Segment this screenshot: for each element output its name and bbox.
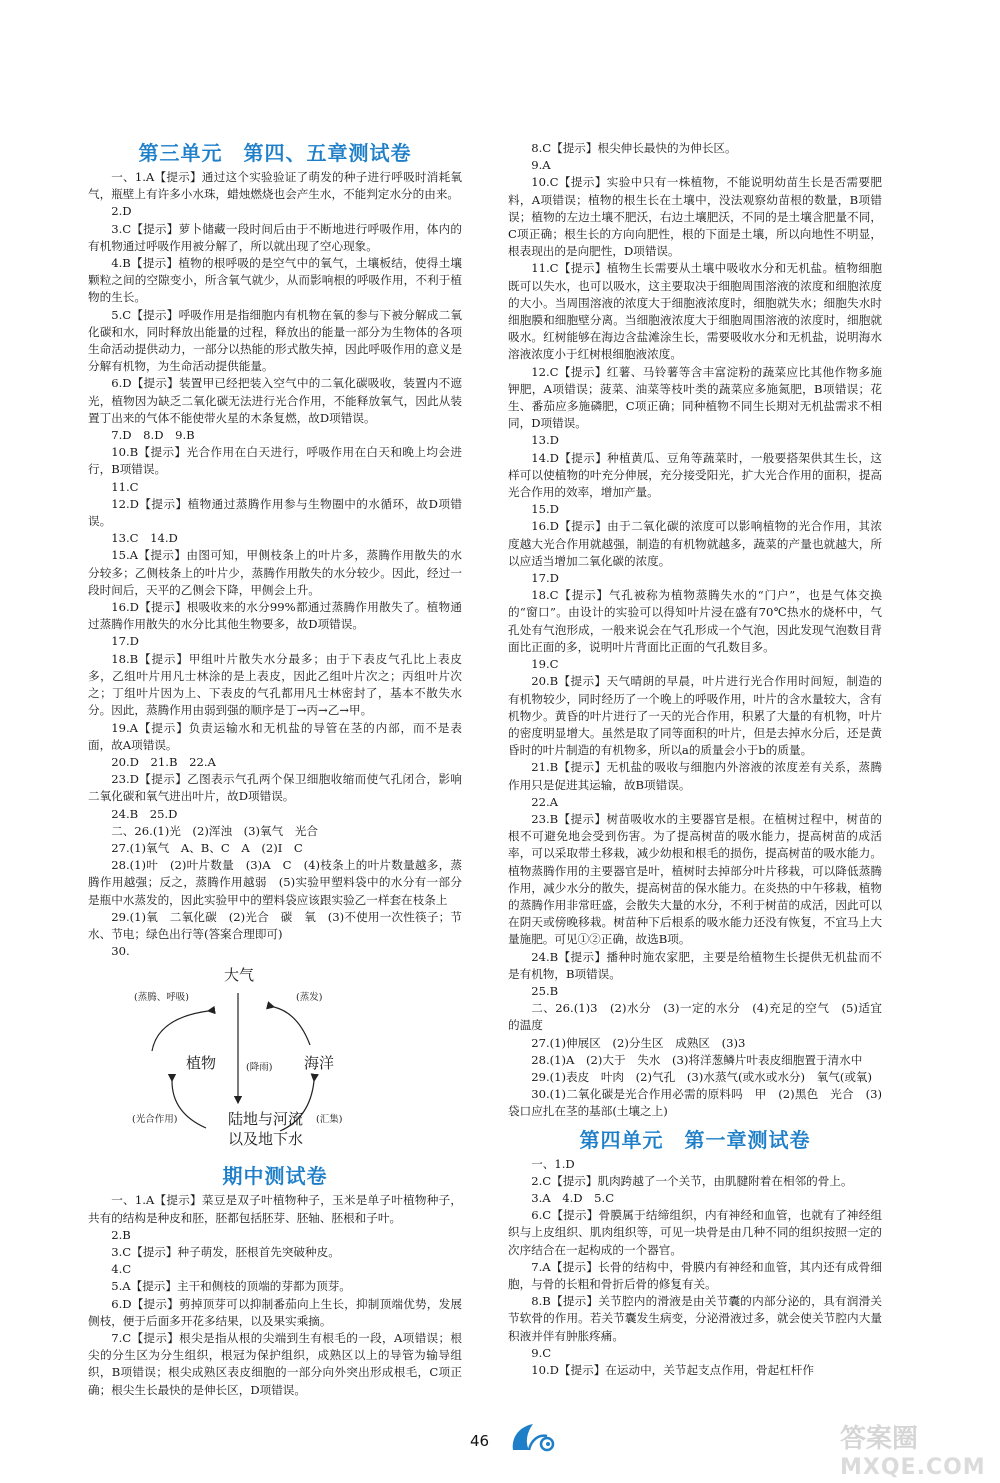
answer-line: 22.A — [531, 794, 558, 809]
answer-line: 17.D — [111, 634, 139, 649]
answer-line: 11.C — [111, 479, 139, 494]
answer-line: 8.C【提示】根尖伸长最快的为伸长区。 — [531, 141, 737, 155]
answer-line: 29.(1)氧 二氧化碳 (2)光合 碳 氧 (3)不使用一次性筷子；节水、节电；绿色出行等(答案合理即可) — [88, 909, 462, 941]
answer-line: 11.C【提示】植物生长需要从土壤中吸收水分和无机盐。植物细胞既可以失水，也可以吸水，这主要取决于细胞周围溶液的浓度和细胞浓度的大小。当周围溶液的浓度大于细胞液浓度时，细胞就失水；细胞失水时细胞膜和细胞壁分离。当细胞液浓度大于细胞周围溶液的浓度时，细胞就吸水。红树能够在海边含盐滩涂生长，需要吸收水分和无机盐，说明海水溶液浓度小于红树根细胞液浓度。 — [508, 261, 882, 362]
right-column — [508, 140, 882, 1379]
section-title-midterm: 期中测试卷 — [222, 1164, 328, 1189]
answer-line: 一、1.A【提示】菜豆是双子叶植物种子，玉米是单子叶植物种子，共有的结构是种皮和胚，胚都包括胚芽、胚轴、胚根和子叶。 — [88, 1193, 462, 1225]
answer-line: 16.D【提示】根吸收来的水分99%都通过蒸腾作用散失了。植物通过蒸腾作用散失的水分比其他生物要多，故D项错误。 — [88, 600, 462, 632]
answer-line: 18.C【提示】气孔被称为植物蒸腾失水的“门户”，也是气体交换的“窗口”。由设计的实验可以得知叶片浸在盛有70℃热水的烧杯中，气孔处有气泡形成，一般来说会在气孔形成一个气泡，因此发现气泡数目背面比正面的多，说明叶片背面比正面的气孔数目多。 — [508, 588, 882, 654]
answer-line: 15.A【提示】由图可知，甲侧枝条上的叶片多，蒸腾作用散失的水分较多；乙侧枝条上的叶片少，蒸腾作用散失的水分较少。因此，经过一段时间后，天平的乙侧会下降，甲侧会上升。 — [88, 548, 462, 597]
leaf-swirl-logo-icon — [507, 1420, 557, 1460]
answer-line: 7.D 8.D 9.B — [111, 428, 195, 443]
answer-line: 9.C — [531, 1345, 552, 1360]
answer-line: 29.(1)表皮 叶肉 (2)气孔 (3)水蒸气(或水或水分) 氧气(或氧) — [531, 1069, 873, 1084]
diagram-label-collect: (汇集) — [316, 1114, 343, 1126]
answer-line: 2.C【提示】肌肉跨越了一个关节，由肌腱附着在相邻的骨上。 — [531, 1173, 853, 1188]
answer-line: 8.B【提示】关节腔内的滑液是由关节囊的内部分泌的，具有润滑关节软骨的作用。若关节囊发生病变，分泌滑液过多，就会使关节腔内大量积液并伴有肿胀疼痛。 — [508, 1294, 882, 1343]
answer-list-unit4 — [508, 1156, 882, 1380]
answer-line: 5.A【提示】主干和侧枝的顶端的芽都为顶芽。 — [111, 1279, 351, 1294]
answer-line: 7.A【提示】长骨的结构中，骨膜内有神经和血管，其内还有成骨细胞，与骨的长粗和骨折后骨的修复有关。 — [508, 1259, 882, 1291]
answer-line: 二、26.(1)3 (2)水分 (3)一定的水分 (4)充足的空气 (5)适宜的温度 — [508, 1001, 882, 1033]
answer-line: 25.B — [531, 983, 559, 998]
answer-line: 30.(1)二氧化碳是光合作用必需的原料吗 甲 (2)黑色 光合 (3)袋口应扎在茎的基部(土壤之上) — [508, 1087, 882, 1119]
answer-line: 23.D【提示】乙图表示气孔两个保卫细胞收缩而使气孔闭合，影响二氧化碳和氧气进出叶片，故D项错误。 — [88, 772, 462, 804]
answer-line: 6.C【提示】骨膜属于结缔组织，内有神经和血管，也就有了神经组织与上皮组织、肌肉组织等，可见一块骨是由几种不同的组织按照一定的次序结合在一起构成的一个器官。 — [508, 1208, 882, 1257]
answer-line: 一、1.D — [531, 1156, 575, 1171]
answer-line: 9.A — [531, 158, 551, 173]
watermark-text: 答案圈 — [840, 1424, 919, 1454]
answer-line: 28.(1)叶 (2)叶片数量 (3)A C (4)枝条上的叶片数量越多，蒸腾作用越强；反之，蒸腾作用越弱 (5)实验甲塑料袋中的水分有一部分是瓶中水蒸发的，因此实验甲中的塑料袋应该跟实验乙一样套在枝条上 — [88, 858, 462, 907]
diagram-label-photosynthesis: (光合作用) — [132, 1114, 178, 1126]
diagram-atmosphere: 大气 — [224, 966, 255, 985]
answer-line: 二、26.(1)光 (2)浑浊 (3)氧气 光合 — [111, 823, 319, 838]
answer-line: 16.D【提示】由于二氧化碳的浓度可以影响植物的光合作用，其浓度越大光合作用就越强，制造的有机物就越多，蔬菜的产量也就越大，所以应适当增加二氧化碳的浓度。 — [508, 519, 882, 568]
page-number: 46 — [470, 1432, 490, 1450]
answer-line: 5.C【提示】呼吸作用是指细胞内有机物在氧的参与下被分解成二氧化碳和水，同时释放出能量的过程，释放出的能量一部分为生物体的各项生命活动提供动力，一部分以热能的形式散失掉，因此呼吸作用的意义是分解有机物，为生命活动提供能量。 — [88, 307, 462, 374]
section-title-unit4-ch1: 第四单元 第一章测试卷 — [579, 1127, 811, 1152]
left-column — [88, 140, 462, 1399]
answer-line: 10.B【提示】光合作用在白天进行，呼吸作用在白天和晚上均会进行，B项错误。 — [88, 445, 462, 477]
answer-line: 14.D【提示】种植黄瓜、豆角等蔬菜时，一般要搭架供其生长，这样可以使植物的叶充分伸展，充分接受阳光，扩大光合作用的面积，提高光合作用的效率，增加产量。 — [508, 450, 882, 500]
section-title-unit3-ch4-5: 第三单元 第四、五章测试卷 — [138, 141, 412, 165]
answer-line: 3.A 4.D 5.C — [531, 1190, 615, 1205]
diagram-label-evaporation: (蒸发) — [296, 992, 323, 1004]
answer-line: 19.C — [531, 657, 559, 672]
answer-line: 一、1.A【提示】通过这个实验验证了萌发的种子进行呼吸时消耗氧气，瓶壁上有许多小水珠，蜡烛燃烧也会产生水，不能判定水分的由来。 — [88, 170, 462, 202]
diagram-ocean: 海洋 — [304, 1054, 335, 1073]
watermark-url: MXQE.COM — [840, 1455, 986, 1480]
answer-line: 20.D 21.B 22.A — [111, 754, 216, 769]
answer-list-unit3 — [88, 169, 462, 960]
answer-line: 24.B 25.D — [111, 806, 178, 821]
answer-line: 12.C【提示】红薯、马铃薯等含丰富淀粉的蔬菜应比其他作物多施钾肥，A项错误；菠菜、油菜等枝叶类的蔬菜应多施氮肥，B项错误；花生、番茄应多施磷肥，C项正确；同种植物不同生长期对无机盐需求不相同，D项错误。 — [508, 364, 882, 431]
answer-line: 6.D【提示】装置甲已经把装入空气中的二氧化碳吸收，装置内不遮光，植物因为缺乏二氧化碳无法进行光合作用，不能释放氧气，因此从装置丁出来的气体不能使带火星的木条复燃，故D项错误。 — [88, 376, 462, 425]
answer-line: 24.B【提示】播种时施农家肥，主要是给植物生长提供无机盐而不是有机物，B项错误。 — [508, 949, 882, 981]
answer-line: 10.C【提示】实验中只有一株植物，不能说明幼苗生长是否需要肥料，A项错误；植物的根生长在土壤中，没法观察幼苗根的数量，B项错误；植物的左边土壤不肥沃，右边土壤肥沃，不同的是土壤含肥量不同，C项正确；根生长的方向向肥性，根的下面是土壤，所以向地性不明显，根表现出的是向肥性，D项错误。 — [508, 175, 882, 259]
answer-line: 10.D【提示】在运动中，关节起支点作用，骨起杠杆作 — [531, 1363, 814, 1378]
answer-line: 28.(1)A (2)大于 失水 (3)将洋葱鳞片叶表皮细胞置于清水中 — [531, 1052, 863, 1067]
answer-line: 13.C 14.D — [111, 531, 178, 546]
diagram-land-water: 陆地与河流以及地下水 — [228, 1110, 304, 1149]
answer-line: 27.(1)氧气 A、B、C A (2)Ⅰ C — [111, 840, 303, 855]
answer-line: 2.B — [111, 1227, 131, 1242]
answer-line: 30. — [111, 944, 130, 959]
answer-line: 21.B【提示】无机盐的吸收与细胞内外溶液的浓度差有关系，蒸腾作用只是促进其运输，故B项错误。 — [508, 760, 882, 792]
answer-line: 12.D【提示】植物通过蒸腾作用参与生物圈中的水循环，故D项错误。 — [88, 496, 462, 529]
answer-line: 18.B【提示】甲组叶片散失水分最多；由于下表皮气孔比上表皮多，乙组叶片用凡士林涂的是上表皮，因此乙组叶片次之；丙组叶片次之；丁组叶片因为上、下表皮的气孔都用凡士林密封了，基本不散失水分。因此，蒸腾作用由弱到强的顺序是丁→丙→乙→甲。 — [88, 651, 462, 718]
diagram-label-rain: (降雨) — [246, 1062, 273, 1074]
diagram-plants: 植物 — [186, 1054, 217, 1073]
answer-line: 2.D — [111, 204, 132, 219]
answer-line: 27.(1)伸展区 (2)分生区 成熟区 (3)3 — [531, 1035, 746, 1050]
water-cycle-diagram — [88, 963, 462, 1159]
answer-line: 7.C【提示】根尖是指从根的尖端到生有根毛的一段，A项错误；根尖的分生区为分生组织，根冠为保护组织，成熟区以上的导管为输导组织，B项错误；根尖成熟区表皮细胞的一部分向外突出形成根毛，C项正确；根尖生长最快的是伸长区，D项错误。 — [88, 1330, 462, 1397]
answer-line: 3.C【提示】种子萌发，胚根首先突破种皮。 — [111, 1244, 340, 1259]
answer-line: 20.B【提示】天气晴朗的早晨，叶片进行光合作用时间短，制造的有机物较少，同时经历了一个晚上的呼吸作用，叶片的含水量较大，含有机物少。黄昏的叶片进行了一天的光合作用，积累了大量的有机物，叶片的密度明显增大。虽然是取了同等面积的叶片，但是去掉水分后，还是黄昏时的叶片制造的有机物多，所以a的质量会小于b的质量。 — [508, 674, 882, 758]
answer-line: 15.D — [531, 502, 559, 517]
answer-list-midterm-continued — [508, 140, 882, 1121]
answer-line: 4.C — [111, 1262, 132, 1277]
answer-line: 6.D【提示】剪掉顶芽可以抑制番茄向上生长，抑制顶端优势，发展侧枝，便于后面多开花多结果，以及果实乘摘。 — [88, 1296, 462, 1328]
answer-line: 19.A【提示】负责运输水和无机盐的导管在茎的内部，而不是表面，故A项错误。 — [88, 720, 462, 752]
answer-line: 4.B【提示】植物的根呼吸的是空气中的氧气，土壤板结，使得土壤颗粒之间的空隙变小，所含氧气就少，从而影响根的呼吸作用，不利于植物的生长。 — [88, 256, 462, 305]
answer-line: 17.D — [531, 571, 559, 586]
watermark — [840, 1418, 986, 1480]
answer-line: 23.B【提示】树苗吸收水的主要器官是根。在植树过程中，树苗的根不可避免地会受到伤害。为了提高树苗的吸水能力，提高树苗的成活率，可以采取带土移栽，减少幼根和根毛的损伤，提高树苗的吸水能力。植物蒸腾作用的主要器官是叶，植树时去掉部分叶片移栽，可以降低蒸腾作用，减少水分的散失，提高树苗的保水能力。在炎热的中午移栽，植物的蒸腾作用非常旺盛，会散失大量的水分，不利于树苗的成活，因此可以在阴天或傍晚移栽。树苗种下后根系的吸水能力还没有恢复，不宜马上大量施肥。可见①②正确，故选B项。 — [508, 811, 882, 947]
diagram-label-transpiration: (蒸腾、呼吸) — [134, 992, 189, 1004]
answer-line: 3.C【提示】萝卜储藏一段时间后由于不断地进行呼吸作用，体内的有机物通过呼吸作用被分解了，所以就出现了空心现象。 — [88, 221, 462, 253]
answer-list-midterm — [88, 1192, 462, 1398]
answer-line: 13.D — [531, 433, 559, 448]
